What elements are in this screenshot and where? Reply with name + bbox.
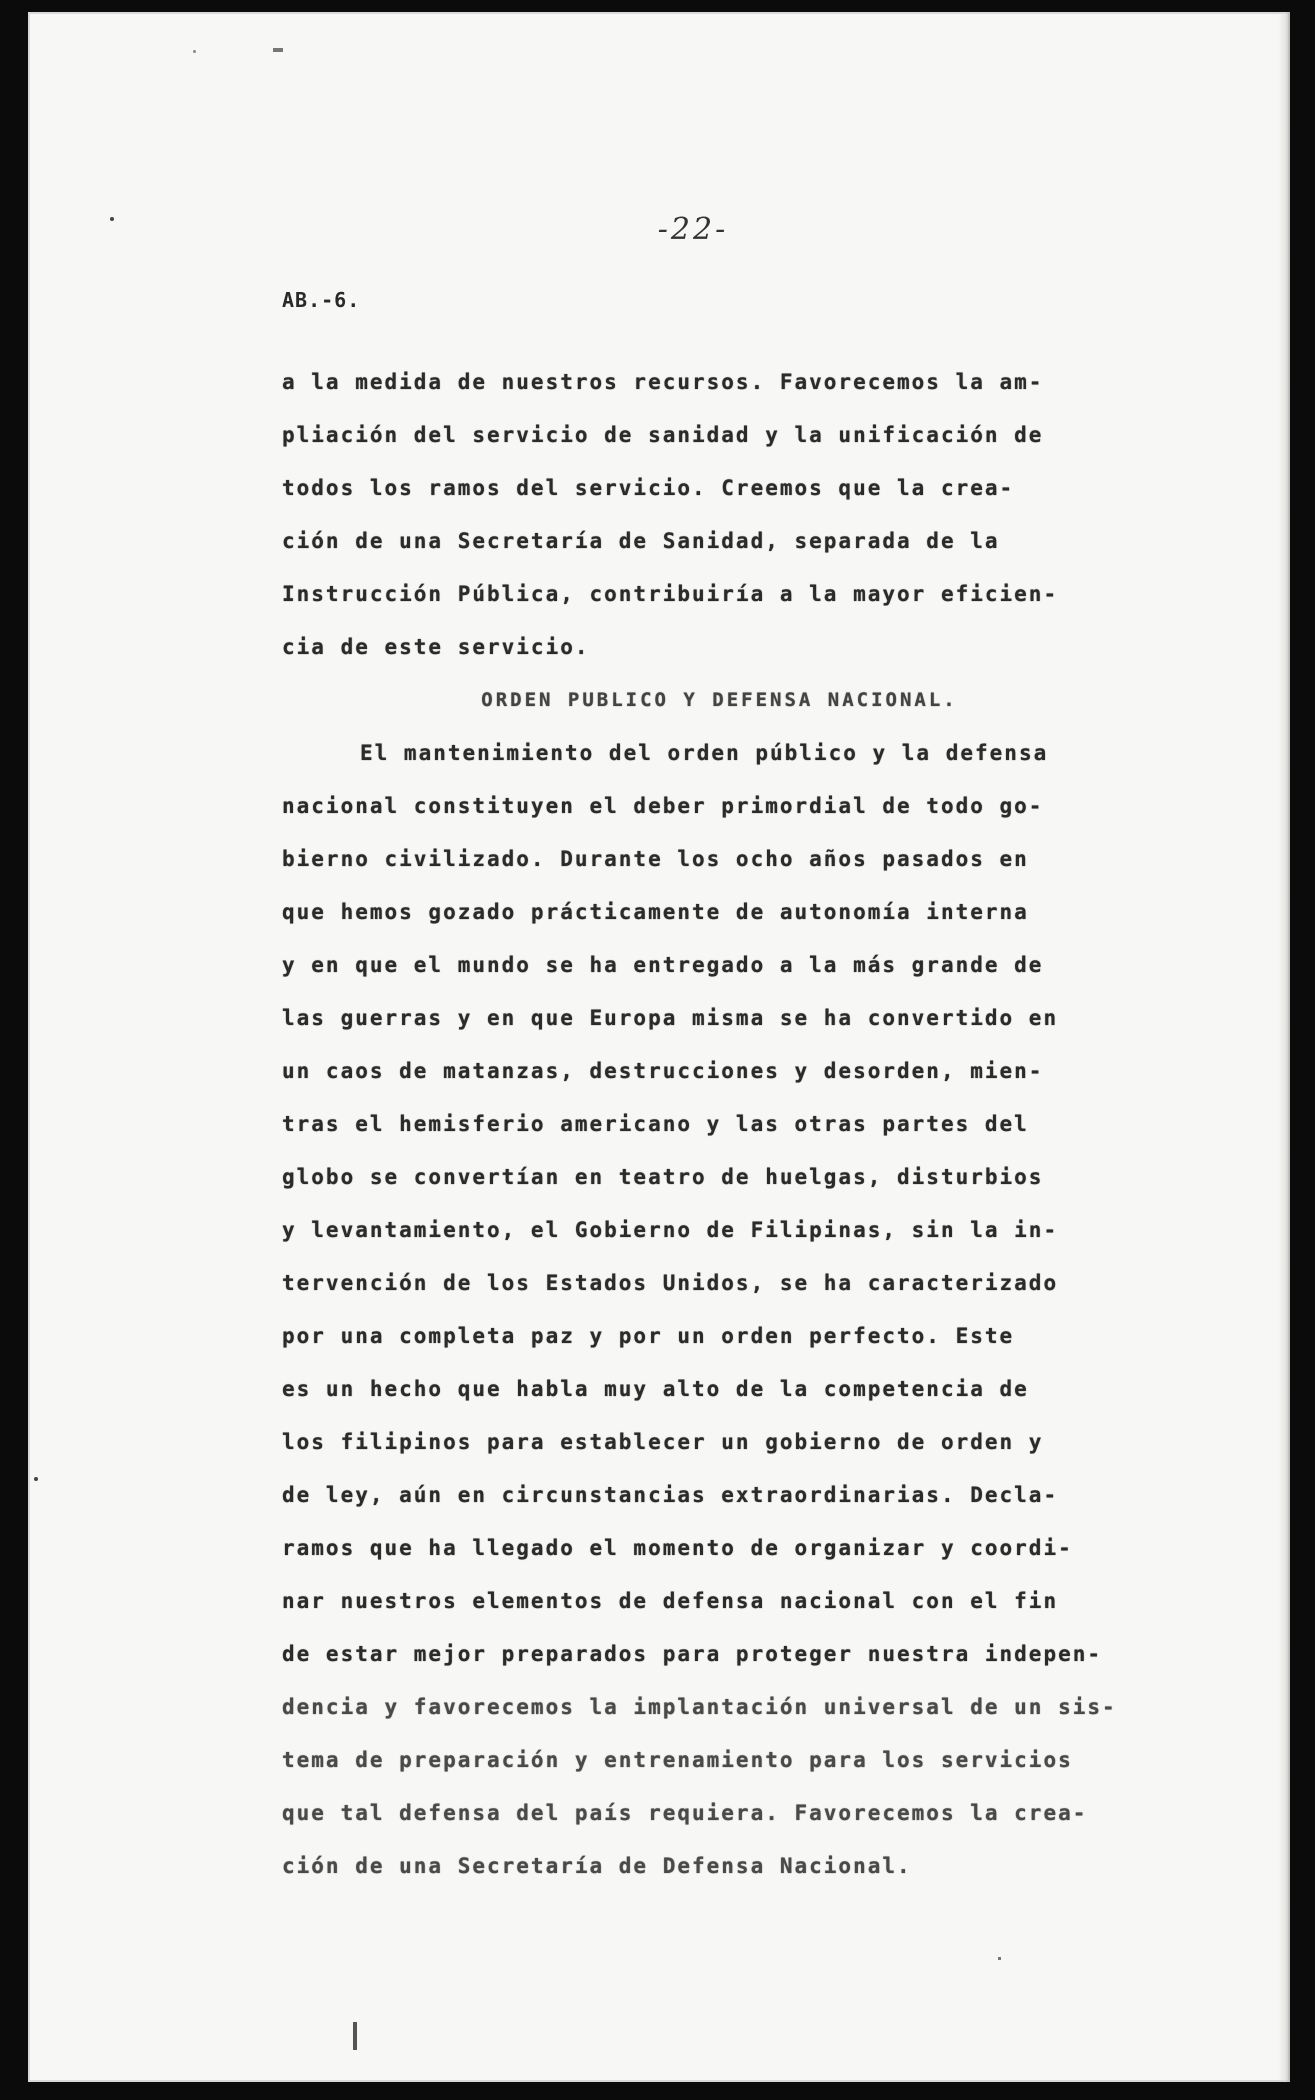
text-line: un caos de matanzas, destrucciones y desorden, mien- <box>282 1059 1044 1083</box>
text-line: tervención de los Estados Unidos, se ha caracterizado <box>282 1271 1059 1295</box>
text-line: de estar mejor preparados para proteger nuestra indepen- <box>282 1642 1103 1666</box>
scan-speck <box>34 1477 38 1481</box>
text-line: que tal defensa del país requiera. Favorecemos la crea- <box>282 1801 1088 1825</box>
text-line: ción de una Secretaría de Defensa Nacional. <box>282 1854 912 1878</box>
text-line: tras el hemisferio americano y las otras partes del <box>282 1112 1029 1136</box>
section-heading: ORDEN PUBLICO Y DEFENSA NACIONAL. <box>481 689 958 711</box>
text-line: globo se convertían en teatro de huelgas, disturbios <box>282 1165 1044 1189</box>
text-line: y levantamiento, el Gobierno de Filipinas, sin la in- <box>282 1218 1059 1242</box>
text-line: nar nuestros elementos de defensa nacional con el fin <box>282 1589 1059 1613</box>
text-line: El mantenimiento del orden público y la defensa <box>360 741 1049 765</box>
text-line: Instrucción Pública, contribuiría a la mayor eficien- <box>282 582 1059 606</box>
reference-code: AB.-6. <box>282 288 361 312</box>
body-text <box>282 356 1187 1893</box>
page-number: -22- <box>657 212 729 247</box>
text-line: dencia y favorecemos la implantación universal de un sis- <box>282 1695 1117 1719</box>
text-line: los filipinos para establecer un gobierno de orden y <box>282 1430 1044 1454</box>
text-line: las guerras y en que Europa misma se ha convertido en <box>282 1006 1059 1030</box>
text-line: cia de este servicio. <box>282 635 590 659</box>
text-line: que hemos gozado prácticamente de autonomía interna <box>282 900 1029 924</box>
text-line: y en que el mundo se ha entregado a la más grande de <box>282 953 1044 977</box>
page-edge-shadow <box>1278 12 1290 2082</box>
text-line: todos los ramos del servicio. Creemos que la crea- <box>282 476 1015 500</box>
text-line: ción de una Secretaría de Sanidad, separada de la <box>282 529 1000 553</box>
scan-speck <box>273 48 283 52</box>
text-line: es un hecho que habla muy alto de la competencia de <box>282 1377 1029 1401</box>
text-line: bierno civilizado. Durante los ocho años pasados en <box>282 847 1029 871</box>
scan-speck <box>998 1957 1001 1960</box>
scan-speck <box>110 217 114 221</box>
text-line: por una completa paz y por un orden perfecto. Este <box>282 1324 1015 1348</box>
text-line: de ley, aún en circunstancias extraordinarias. Decla- <box>282 1483 1059 1507</box>
text-line: tema de preparación y entrenamiento para los servicios <box>282 1748 1073 1772</box>
text-line: a la medida de nuestros recursos. Favorecemos la am- <box>282 370 1044 394</box>
text-line: ramos que ha llegado el momento de organizar y coordi- <box>282 1536 1073 1560</box>
text-line: pliación del servicio de sanidad y la unificación de <box>282 423 1044 447</box>
scan-speck <box>353 2022 357 2050</box>
text-line: nacional constituyen el deber primordial de todo go- <box>282 794 1044 818</box>
scan-speck <box>193 50 196 53</box>
